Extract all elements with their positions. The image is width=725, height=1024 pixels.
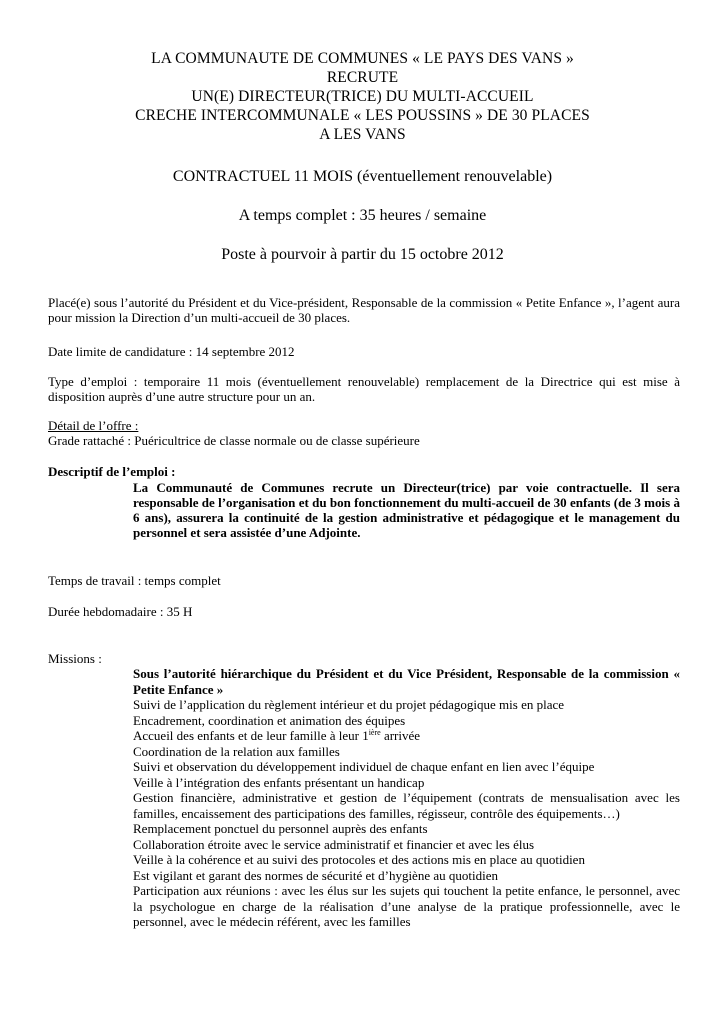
mission-item: Suivi et observation du développement individuel de chaque enfant en lien avec l’équipe — [133, 759, 595, 774]
header-line-1: LA COMMUNAUTE DE COMMUNES « LE PAYS DES VANS » — [151, 50, 574, 67]
mission-item: Suivi de l’application du règlement intérieur et du projet pédagogique mis en place — [133, 697, 565, 712]
deadline-paragraph: Date limite de candidature : 14 septembre 2012 — [48, 344, 295, 359]
weekly-hours-line: Durée hebdomadaire : 35 H — [48, 604, 193, 619]
mission-item — [133, 728, 680, 744]
contract-line: CONTRACTUEL 11 MOIS (éventuellement renouvelable) — [172, 168, 553, 185]
mission-item: Collaboration étroite avec le service administratif et financier et avec les élus — [133, 836, 535, 852]
description-heading: Descriptif de l’emploi : — [48, 464, 176, 479]
header-line-5: A LES VANS — [319, 126, 406, 143]
mission-item: Encadrement, coordination et animation des équipes — [133, 712, 406, 728]
offer-heading: Détail de l’offre : — [48, 418, 139, 433]
offer-section — [48, 418, 680, 448]
mission-item: Gestion financière, administrative et gestion de l’équipement (contrats de mensualisation avec les familles, encaissement des participations des familles, régisseur, contrôle des équipements…) — [133, 790, 680, 821]
working-time-line: A temps complet : 35 heures / semaine — [238, 207, 487, 224]
grade-line: Grade rattaché : Puéricultrice de classe normale ou de classe supérieure — [48, 433, 420, 448]
document-header — [0, 49, 725, 144]
header-line-4: CRECHE INTERCOMMUNALE « LES POUSSINS » DE 30 PLACES — [135, 107, 590, 124]
mission-item: Veille à l’intégration des enfants présentant un handicap — [133, 774, 425, 790]
missions-authority: Sous l’autorité hiérarchique du Président et du Vice Président, Responsable de la commission « Petite Enfance » — [133, 666, 680, 697]
mission-item: Est vigilant et garant des normes de sécurité et d’hygiène au quotidien — [133, 867, 498, 883]
job-type-paragraph: Type d’emploi : temporaire 11 mois (éventuellement renouvelable) remplacement de la Directrice qui est mise à disposition auprès d’une autre structure pour un an. — [48, 374, 680, 404]
start-date-line: Poste à pourvoir à partir du 15 octobre 2012 — [221, 246, 504, 263]
header-line-2: RECRUTE — [326, 69, 399, 86]
mission-item: Participation aux réunions : avec les élus sur les sujets qui touchent la petite enfance, le personnel, avec la psychologue en charge de la réalisation d’une analyse de la pratique professionnelle, avec le personnel, avec le médecin référent, avec les familles — [133, 883, 680, 929]
mission-item-3-end: arrivée — [380, 728, 421, 743]
mission-item: Veille à la cohérence et au suivi des protocoles et des actions mis en place au quotidien — [133, 852, 585, 867]
missions-heading: Missions : — [48, 651, 102, 666]
mission-item: Remplacement ponctuel du personnel auprès des enfants — [133, 821, 428, 836]
mission-item-3-text: Accueil des enfants et de leur famille à leur 1 — [133, 728, 369, 743]
mission-item: Coordination de la relation aux familles — [133, 743, 340, 759]
description-text: La Communauté de Communes recrute un Directeur(trice) par voie contractuelle. Il sera responsable de l’organisation et du bon fonctionnement du multi-accueil de 30 enfants (de 3 mois à 6 ans), assurera la continuité de la gestion administrative et pédagogique et le management du personnel et sera assistée d’une Adjointe. — [133, 480, 680, 540]
header-line-3: UN(E) DIRECTEUR(TRICE) DU MULTI-ACCUEIL — [191, 88, 534, 105]
work-time-line: Temps de travail : temps complet — [48, 573, 221, 588]
missions-list — [133, 666, 680, 930]
intro-paragraph: Placé(e) sous l’autorité du Président et du Vice-président, Responsable de la commission « Petite Enfance », l’agent aura pour mission la Direction d’un multi-accueil de 30 places. — [48, 295, 680, 325]
superscript-ordinal: ière — [368, 728, 381, 737]
